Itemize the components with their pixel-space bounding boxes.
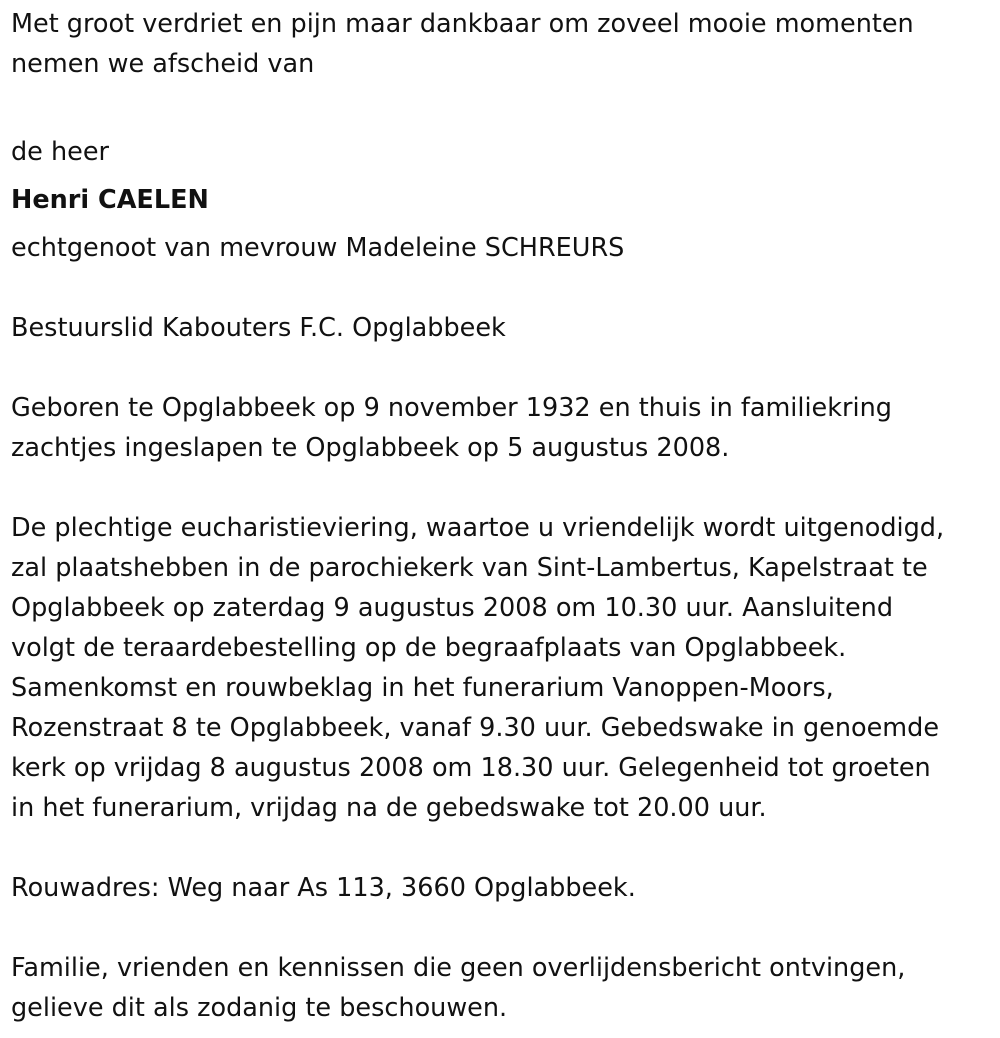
closing-text: Familie, vrienden en kennissen die geen overlijdensbericht ontvingen, gelieve dit als zodanig te beschouwen.	[11, 953, 906, 1023]
spacer	[11, 268, 988, 308]
birth-death-text: Geboren te Opglabbeek op 9 november 1932 en thuis in familiekring zachtjes ingeslapen te Opglabbeek op 5 augustus 2008.	[11, 393, 892, 463]
spacer	[11, 468, 988, 508]
salutation-text: de heer	[11, 137, 110, 167]
ceremony-text: De plechtige eucharistieviering, waartoe u vriendelijk wordt uitgenodigd, zal plaatshebben in de parochiekerk van Sint-Lambertus, Kapelstraat te Opglabbeek op zaterdag 9 augustus 2008 om 10.30 uur. Aansluitend volgt de teraardebestelling op de begraafplaats van Opglabbeek. Samenkomst en rouwbeklag in het funerarium Vanoppen-Moors, Rozenstraat 8 te Opglabbeek, vanaf 9.30 uur. Gebedswake in genoemde kerk op vrijdag 8 augustus 2008 om 18.30 uur. Gelegenheid tot groeten in het funerarium, vrijdag na de gebedswake tot 20.00 uur.	[11, 513, 945, 823]
spacer	[11, 828, 988, 868]
intro-text: Met groot verdriet en pijn maar dankbaar om zoveel mooie momenten nemen we afscheid van	[11, 9, 914, 79]
deceased-name: Henri CAELEN	[11, 185, 209, 215]
spacer	[11, 908, 988, 948]
spouse-text: echtgenoot van mevrouw Madeleine SCHREURS	[11, 233, 625, 263]
address-text: Rouwadres: Weg naar As 113, 3660 Opglabbeek.	[11, 873, 636, 903]
spacer	[11, 348, 988, 388]
role-text: Bestuurslid Kabouters F.C. Opglabbeek	[11, 313, 506, 343]
spacer	[11, 84, 988, 124]
